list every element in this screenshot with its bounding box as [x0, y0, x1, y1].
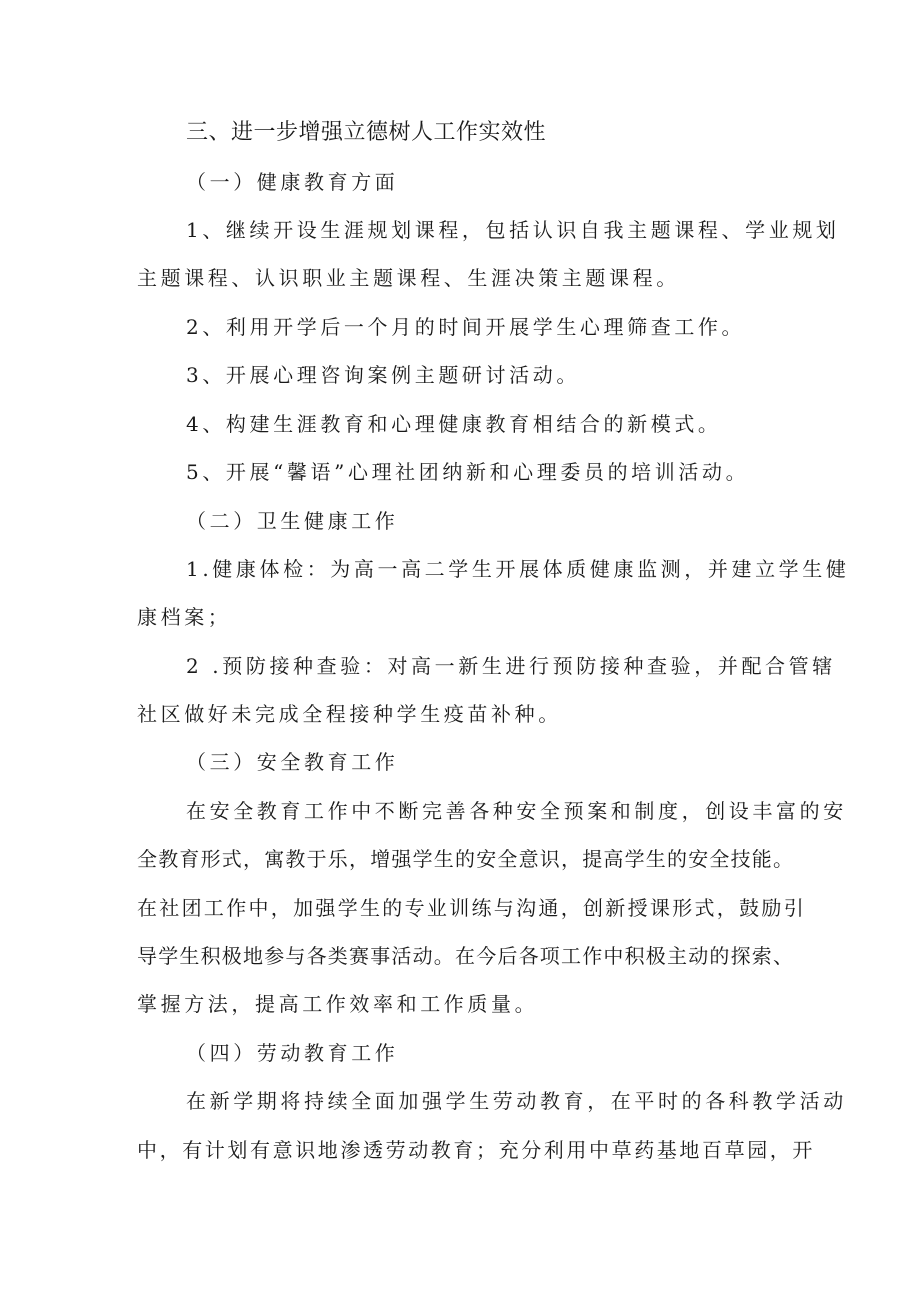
- safety-paragraph-line-3: 在社团工作中，加强学生的专业训练与沟通，创新授课形式，鼓励引: [137, 896, 806, 920]
- safety-paragraph-line-2: 全教育形式，寓教于乐，增强学生的安全意识，提高学生的安全技能。: [137, 847, 795, 871]
- subsection-heading-labor-education: （四）劳动教育工作: [186, 1041, 399, 1065]
- health-education-item-3: 3、开展心理咨询案例主题研讨活动。: [186, 363, 580, 387]
- subsection-heading-safety-education: （三）安全教育工作: [186, 750, 399, 774]
- safety-paragraph-line-1: 在安全教育工作中不断完善各种安全预案和制度，创设丰富的安: [186, 799, 847, 823]
- labor-paragraph-line-1: 在新学期将持续全面加强学生劳动教育，在平时的各科教学活动: [186, 1089, 847, 1113]
- health-education-item-1-line-1: 1、继续开设生涯规划课程，包括认识自我主题课程、学业规划: [186, 218, 840, 242]
- hygiene-item-1-line-2: 康档案；: [137, 605, 232, 629]
- health-education-item-1-line-2: 主题课程、认识职业主题课程、生涯决策主题课程。: [137, 266, 680, 290]
- hygiene-item-2-line-2: 社区做好未完成全程接种学生疫苗补种。: [137, 702, 562, 726]
- health-education-item-5: 5、开展“馨语”心理社团纳新和心理委员的培训活动。: [186, 460, 750, 484]
- hygiene-item-1-line-1: 1.健康体检：为高一高二学生开展体质健康监测，并建立学生健: [186, 557, 850, 581]
- labor-paragraph-line-2: 中，有计划有意识地渗透劳动教育；充分利用中草药基地百草园，开: [137, 1138, 815, 1162]
- safety-paragraph-line-4: 导学生积极地参与各类赛事活动。在今后各项工作中积极主动的探索、: [137, 944, 795, 968]
- safety-paragraph-line-5: 掌握方法，提高工作效率和工作质量。: [137, 992, 539, 1016]
- section-title: 三、进一步增强立德树人工作实效性: [186, 120, 547, 145]
- subsection-heading-hygiene-health: （二）卫生健康工作: [186, 509, 399, 533]
- subsection-heading-health-education: （一）健康教育方面: [186, 170, 399, 194]
- health-education-item-4: 4、构建生涯教育和心理健康教育相结合的新模式。: [186, 412, 722, 436]
- health-education-item-2: 2、利用开学后一个月的时间开展学生心理筛查工作。: [186, 315, 746, 339]
- hygiene-item-2-line-1: 2 .预防接种查验：对高一新生进行预防接种查验，并配合管辖: [186, 654, 836, 678]
